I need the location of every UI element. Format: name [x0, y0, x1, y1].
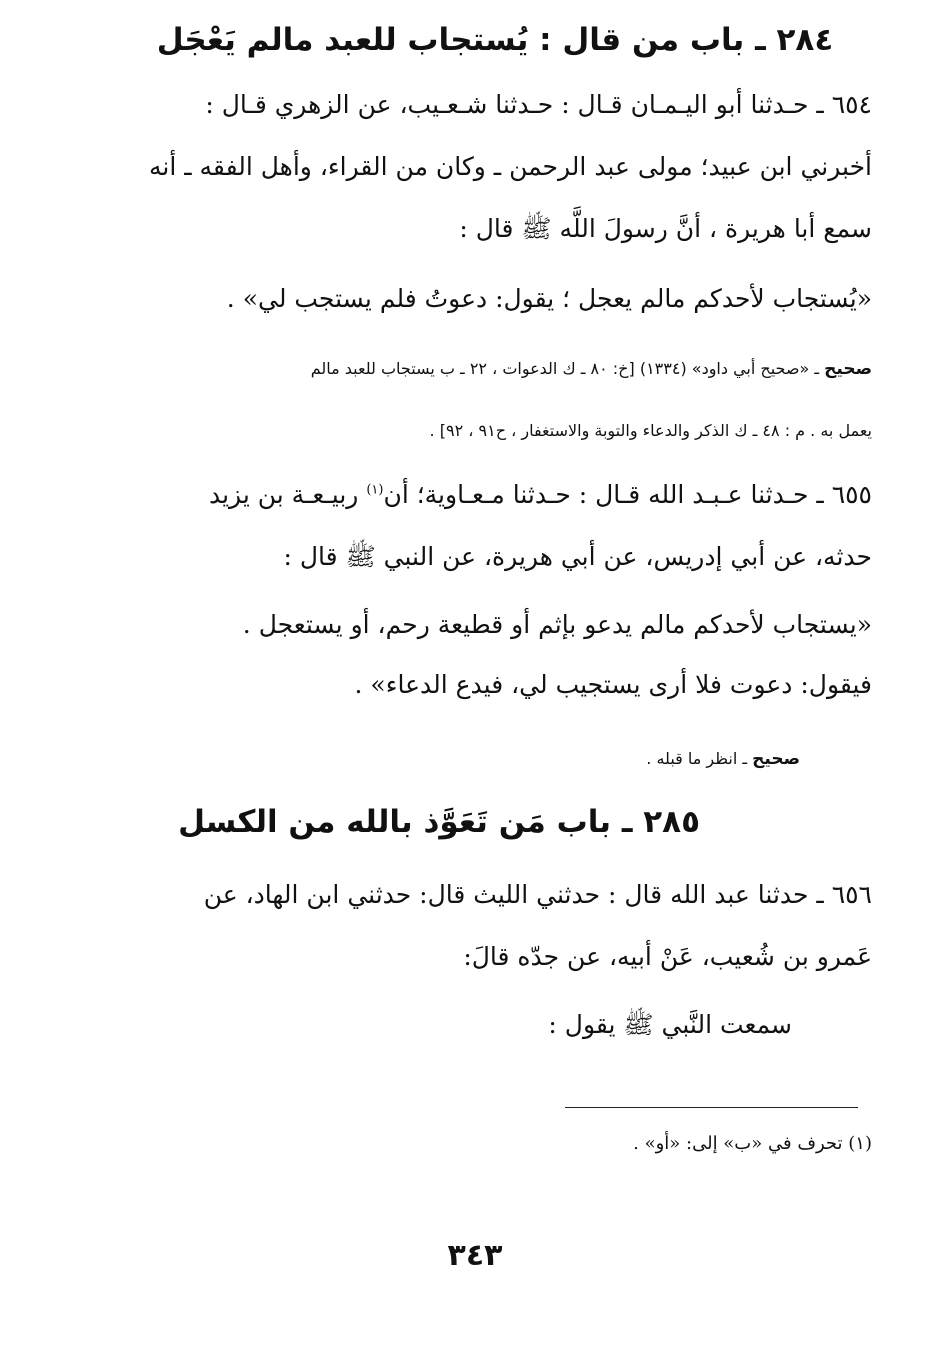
hadith-655-line-1-end: ربيـعـة بن يزيد [208, 480, 367, 509]
hadith-656-line-1: ٦٥٦ ـ حدثنا عبد الله قال : حدثني الليث قال: حدثني ابن الهاد، عن [203, 880, 872, 909]
footnote-reference: (١) [366, 482, 384, 498]
hadith-655-grade [100, 746, 800, 772]
hadith-656-line-2: عَمرو بن شُعيب، عَنْ أبيه، عن جدّه قالَ: [463, 942, 872, 971]
hadith-654-line-1: ٦٥٤ ـ حـدثنا أبو اليـمـان قـال : حـدثنا شـعـيب، عن الزهري قـال : [205, 90, 872, 119]
grade-reference: ـ انظر ما قبله . [646, 749, 753, 768]
hadith-654-grade-line-2: يعمل به . م : ٤٨ ـ ك الذكر والدعاء والتوبة والاستغفار ، ح٩١ ، ٩٢] . [429, 421, 872, 440]
hadith-654-matn: «يُستجاب لأحدكم مالم يعجل ؛ يقول: دعوتُ فلم يستجب لي» . [226, 284, 872, 313]
hadith-655-line-1-start: ٦٥٥ ـ حـدثنا عـبـد الله قـال : حـدثنا مـعـاوية؛ أن [383, 480, 872, 509]
page-number: ٣٤٣ [447, 1238, 503, 1273]
hadith-655-line-2: حدثه، عن أبي إدريس، عن أبي هريرة، عن النبي ﷺ قال : [283, 542, 872, 571]
hadith-654-line-2: أخبرني ابن عبيد؛ مولى عبد الرحمن ـ وكان من القراء، وأهل الفقه ـ أنه [149, 152, 872, 181]
footnote-separator [565, 1107, 858, 1108]
hadith-655-matn-1: «يستجاب لأحدكم مالم يدعو بإثم أو قطيعة رحم، أو يستعجل . [242, 610, 872, 639]
grade-reference: ـ «صحيح أبي داود» (١٣٣٤) [خ: ٨٠ ـ ك الدعوات ، ٢٢ ـ ب يستجاب للعبد مالم [310, 359, 825, 378]
grade-label: صحيح [752, 749, 800, 769]
hadith-655-matn-2: فيقول: دعوت فلا أرى يستجيب لي، فيدع الدعاء» . [354, 670, 872, 699]
grade-label: صحيح [824, 359, 872, 379]
hadith-656-line-3: سمعت النَّبي ﷺ يقول : [548, 1010, 792, 1039]
hadith-654-line-3: سمع أبا هريرة ، أنَّ رسولَ اللَّه ﷺ قال : [459, 214, 872, 243]
footnote: (١) تحرف في «ب» إلى: «أو» . [633, 1133, 872, 1154]
hadith-654-grade-line-1 [100, 356, 872, 382]
chapter-285-heading: ٢٨٥ ـ باب مَن تَعَوَّذ بالله من الكسل [178, 804, 700, 840]
hadith-655-line-1 [100, 478, 872, 512]
chapter-284-heading: ٢٨٤ ـ باب من قال : يُستجاب للعبد مالم يَعْجَل [156, 22, 834, 58]
